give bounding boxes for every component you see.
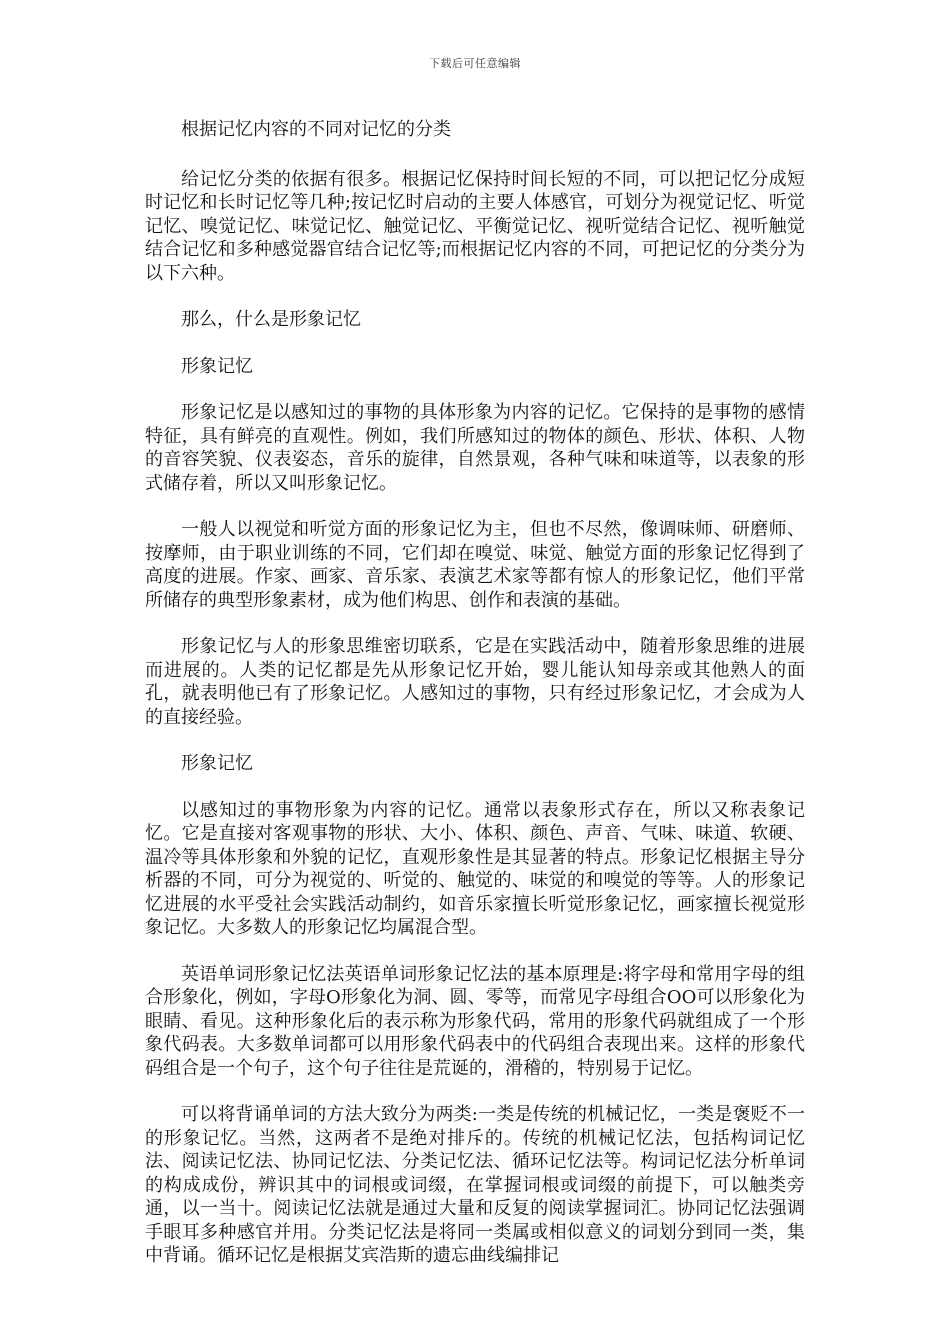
paragraph: 以感知过的事物形象为内容的记忆。通常以表象形式存在，所以又称表象记忆。它是直接对客观事物的形状、大小、体积、颜色、声音、气味、味道、软硬、温冷等具体形象和外貌的记忆，直观形象性是其显著的特点。形象记忆根据主导分析器的不同，可分为视觉的、听觉的、触觉的、味觉的和嗅觉的等等。人的形象记忆进展的水平受社会实践活动制约，如音乐家擅长听觉形象记忆，画家擅长视觉形象记忆。大多数人的形象记忆均属混合型。: [145, 799, 805, 938]
paragraph: 给记忆分类的依据有很多。根据记忆保持时间长短的不同，可以把记忆分成短时记忆和长时记忆等几种;按记忆时启动的主要人体感官，可划分为视觉记忆、听觉记忆、嗅觉记忆、味觉记忆、触觉记忆、平衡觉记忆、视听觉结合记忆、视听触觉结合记忆和多种感觉器官结合记忆等;而根据记忆内容的不同，可把记忆的分类分为以下六种。: [145, 168, 805, 284]
paragraph: 形象记忆是以感知过的事物的具体形象为内容的记忆。它保持的是事物的感情特征，具有鲜亮的直观性。例如，我们所感知过的物体的颜色、形状、体积、人物的音容笑貌、仪表姿态，音乐的旋律，自然景观，各种气味和味道等，以表象的形式储存着，所以又叫形象记忆。: [145, 402, 805, 494]
paragraph: 一般人以视觉和听觉方面的形象记忆为主，但也不尽然，像调味师、研磨师、按摩师，由于职业训练的不同，它们却在嗅觉、味觉、触觉方面的形象记忆得到了高度的进展。作家、画家、音乐家、表演艺术家等都有惊人的形象记忆，他们平常所储存的典型形象素材，成为他们构思、创作和表演的基础。: [145, 519, 805, 611]
subheading: 形象记忆: [181, 355, 253, 377]
document-body: [145, 118, 805, 1291]
subheading: 形象记忆: [181, 753, 253, 774]
paragraph: 形象记忆与人的形象思维密切联系，它是在实践活动中，随着形象思维的进展而进展的。人类的记忆都是先从形象记忆开始，婴儿能认知母亲或其他熟人的面孔，就表明他已有了形象记忆。人感知过的事物，只有经过形象记忆，才会成为人的直接经验。: [145, 636, 805, 728]
section-title: 根据记忆内容的不同对记忆的分类: [181, 119, 451, 140]
paragraph: 英语单词形象记忆法英语单词形象记忆法的基本原理是:将字母和常用字母的组合形象化，例如，字母O形象化为洞、圆、零等，而常见字母组合OO可以形象化为眼睛、看见。这种形象化后的表示称为形象代码，常用的形象代码就组成了一个形象代码表。大多数单词都可以用形象代码表中的代码组合表现出来。这样的形象代码组合是一个句子，这个句子往往是荒诞的，滑稽的，特别易于记忆。: [145, 963, 805, 1079]
paragraph: 可以将背诵单词的方法大致分为两类:一类是传统的机械记忆，一类是褒贬不一的形象记忆。当然，这两者不是绝对排斥的。传统的机械记忆法，包括构词记忆法、阅读记忆法、协同记忆法、分类记忆法、循环记忆法等。构词记忆法分析单词的构成成份，辨识其中的词根或词缀，在掌握词根或词缀的前提下，可以触类旁通，以一当十。阅读记忆法就是通过大量和反复的阅读掌握词汇。协同记忆法强调手眼耳多种感官并用。分类记忆法是将同一类属或相似意义的词划分到同一类，集中背诵。循环记忆是根据艾宾浩斯的遗忘曲线编排记: [145, 1104, 805, 1266]
subheading: 那么，什么是形象记忆: [181, 309, 361, 330]
page-header: 下载后可任意编辑: [429, 57, 521, 70]
